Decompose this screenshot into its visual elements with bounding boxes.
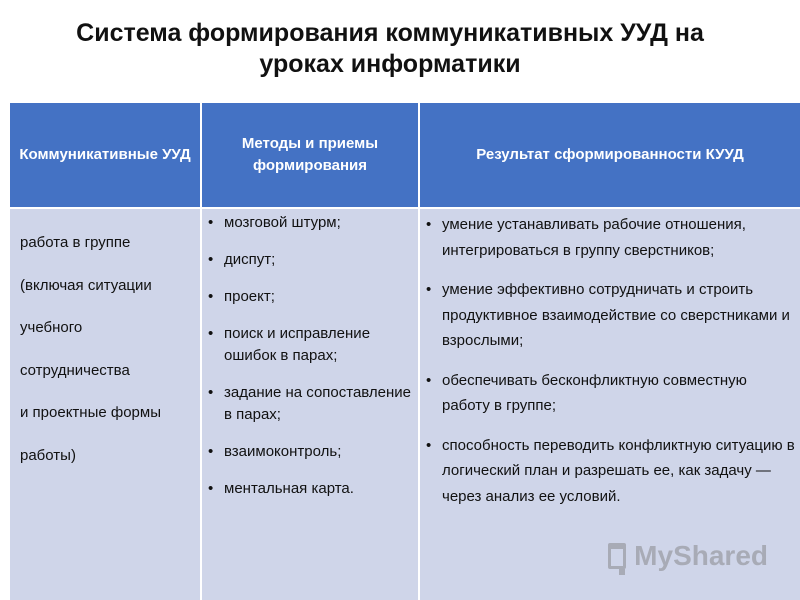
- list-item: • обеспечивать бесконфликтную совместную работу в группе;: [420, 368, 796, 419]
- cell-text-line: учебного: [20, 319, 83, 336]
- list-item: • проект;: [202, 286, 414, 308]
- list-item: • умение эффективно сотрудничать и строить продуктивное взаимодействие со сверстниками и взрослыми;: [420, 277, 796, 354]
- watermark: [608, 536, 768, 576]
- watermark-text: MyShared: [634, 540, 768, 571]
- header-result: Результат сформированности КУУД: [420, 103, 800, 207]
- cell-text-line: и проектные формы: [20, 404, 161, 421]
- list-item: • способность переводить конфликтную ситуацию в логический план и разрешать ее, как задачу — через анализ ее условий.: [420, 433, 796, 510]
- title-line-2: уроках информатики: [259, 50, 521, 78]
- cell-communicative-uud: [10, 209, 200, 600]
- list-item: • поиск и исправление ошибок в парах;: [202, 323, 414, 367]
- cell-text-line: работы): [20, 446, 76, 464]
- monitor-icon: [608, 543, 626, 569]
- list-item: • мозговой штурм;: [202, 212, 414, 234]
- list-item: • задание на сопоставление в парах;: [202, 382, 414, 426]
- header-communicative-uud: Коммуникативные УУД: [10, 103, 200, 207]
- methods-table: [10, 103, 800, 600]
- list-item: • ментальная карта.: [202, 478, 414, 500]
- list-item: • взаимоконтроль;: [202, 441, 414, 463]
- cell-methods: [202, 209, 418, 600]
- list-item: • умение устанавливать рабочие отношения, интегрироваться в группу сверстников;: [420, 212, 796, 263]
- list-item: • диспут;: [202, 249, 414, 271]
- header-methods: Методы и приемы формирования: [202, 103, 418, 207]
- title-line-1: Система формирования коммуникативных УУД на: [76, 19, 704, 47]
- cell-text-line: сотрудничества: [20, 361, 130, 379]
- results-list: [420, 212, 796, 509]
- methods-list: [202, 212, 414, 500]
- page-title: [0, 18, 780, 80]
- cell-text-line: (включая ситуации: [20, 276, 152, 294]
- cell-text-line: работа в группе: [20, 234, 131, 251]
